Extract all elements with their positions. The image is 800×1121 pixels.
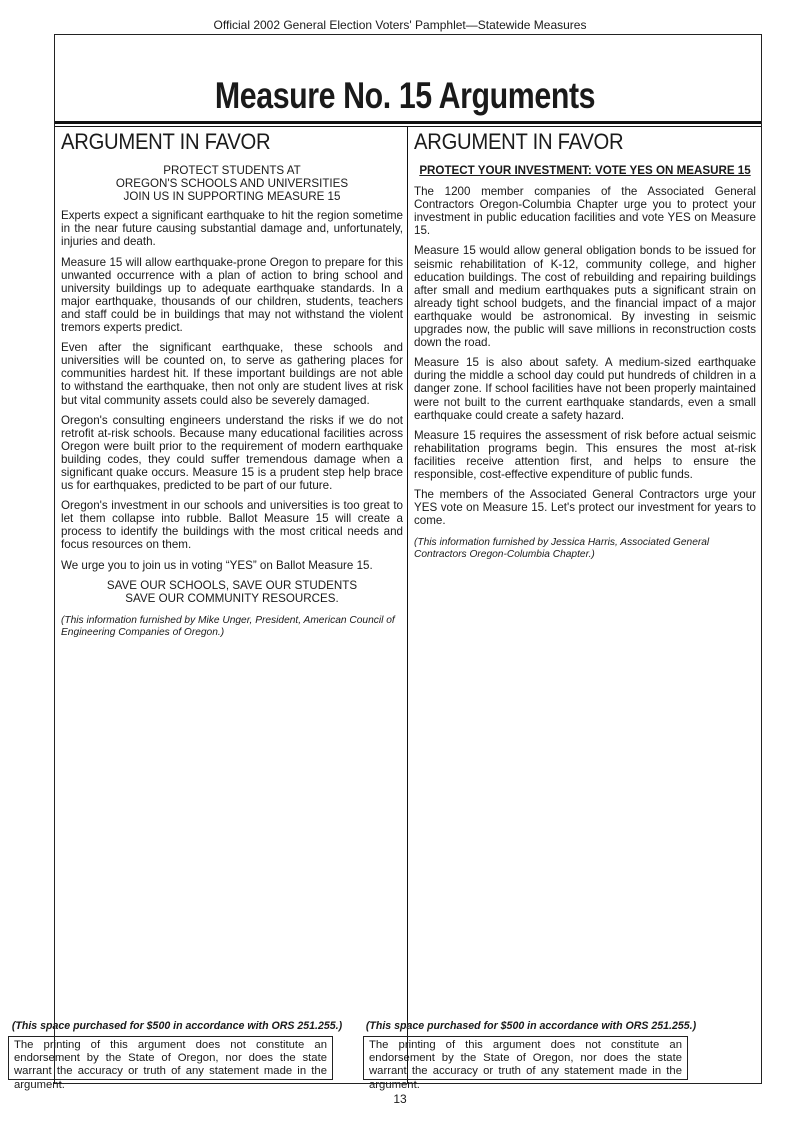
left-intro xyxy=(61,164,403,203)
right-paragraph: The 1200 member companies of the Associated General Contractors Oregon-Columbia Chapter urge you to protect your investment in public education facilities and vote YES on Measure 15. xyxy=(414,185,756,238)
left-paragraph: Experts expect a significant earthquake to hit the region sometime in the near future causing substantial damage and, unfortunately, injuries and death. xyxy=(61,209,403,249)
left-purchase-note: (This space purchased for $500 in accordance with ORS 251.255.) xyxy=(11,1020,343,1032)
right-argument xyxy=(414,129,756,561)
left-paragraph: We urge you to join us in voting “YES” on Ballot Measure 15. xyxy=(61,558,373,572)
right-credit: (This information furnished by Jessica Harris, Associated General Contractors Oregon-Columbia Chapter.) xyxy=(414,537,710,561)
title-rule xyxy=(55,121,761,124)
title-rule-thin xyxy=(55,126,761,127)
left-closing xyxy=(61,579,403,605)
left-closing-line: SAVE OUR SCHOOLS, SAVE OUR STUDENTS xyxy=(106,578,358,592)
left-paragraph: Measure 15 will allow earthquake-prone Oregon to prepare for this unwanted occurrence with a plan of action to bring school and university buildings up to adequate earthquake standards. In a major earthquake, thousands of our children, students, teachers and staff could be in buildings that may not withstand the violent tremors experts predict. xyxy=(61,255,403,335)
left-paragraph: Oregon's consulting engineers understand the risks if we do not retrofit at-risk schools. Because many educational facilities across Oregon were built prior to the requirement of modern earthquake building codes, they could suffer tremendous damage when a significant quake occurs. Measure 15 is a prudent step help brace us for earthquakes, predicted to be part of our future. xyxy=(61,413,403,493)
right-paragraph: Measure 15 requires the assessment of risk before actual seismic rehabilitation programs begin. This ensures the most at-risk facilities receive attention first, and helps to ensure the responsible, cost-effective expenditure of public funds. xyxy=(414,428,756,481)
left-paragraph: Oregon's investment in our schools and universities is too great to let them collapse into rubble. Ballot Measure 15 will create a process to identify the buildings with the most critical needs and focus resources on them. xyxy=(61,499,403,552)
left-intro-line: OREGON'S SCHOOLS AND UNIVERSITIES xyxy=(115,177,349,191)
left-intro-line: PROTECT STUDENTS AT xyxy=(163,164,301,177)
page-frame xyxy=(54,34,762,1084)
left-argument xyxy=(61,129,403,639)
right-paragraph: Measure 15 is also about safety. A medium-sized earthquake during the middle a school day could put hundreds of children in a danger zone. If school facilities have not been properly maintained were not built to the current earthquake standards, even a small earthquake could create a safety hazard. xyxy=(414,356,756,422)
left-paragraph: Even after the significant earthquake, these schools and universities will be counted on, to serve as gathering places for communities hardest hit. If these important buildings are not able to withstand the earthquake, then not only are student lives at risk but vital community assets could also be severely damaged. xyxy=(61,341,403,407)
right-paragraph: The members of the Associated General Contractors urge your YES vote on Measure 15. Let's protect our investment for years to come. xyxy=(414,488,756,528)
page-number: 13 xyxy=(393,1092,407,1106)
left-closing-line: SAVE OUR COMMUNITY RESOURCES. xyxy=(125,591,339,605)
column-divider xyxy=(407,126,408,1083)
right-paragraph: Measure 15 would allow general obligation bonds to be issued for seismic rehabilitation of K-12, community college, and higher education buildings. The cost of rebuilding and repairing buildings after small and medium earthquakes puts a significant strain on already tight school budgets, and the financial impact of a major earthquake would be astronomical. By investing in seismic upgrades now, the public will save millions in reconstruction costs down the road. xyxy=(414,244,756,350)
page-title: Measure No. 15 Arguments xyxy=(214,75,596,116)
running-head: Official 2002 General Election Voters' Pamphlet—Statewide Measures xyxy=(213,18,587,32)
right-disclaimer-box: The printing of this argument does not constitute an endorsement by the State of Oregon, nor does the state warrant the accuracy or truth of any statement made in the argument. xyxy=(363,1036,688,1080)
left-credit: (This information furnished by Mike Unger, President, American Council of Engineering Companies of Oregon.) xyxy=(61,614,395,638)
right-purchase-note: (This space purchased for $500 in accordance with ORS 251.255.) xyxy=(365,1020,697,1032)
left-intro-line: JOIN US IN SUPPORTING MEASURE 15 xyxy=(123,190,341,204)
left-disclaimer-box: The printing of this argument does not constitute an endorsement by the State of Oregon, nor does the state warrant the accuracy or truth of any statement made in the argument. xyxy=(8,1036,333,1080)
right-subhead: PROTECT YOUR INVESTMENT: VOTE YES ON MEASURE 15 xyxy=(419,164,751,177)
left-argument-heading: ARGUMENT IN FAVOR xyxy=(61,129,271,154)
right-argument-heading: ARGUMENT IN FAVOR xyxy=(414,129,624,154)
